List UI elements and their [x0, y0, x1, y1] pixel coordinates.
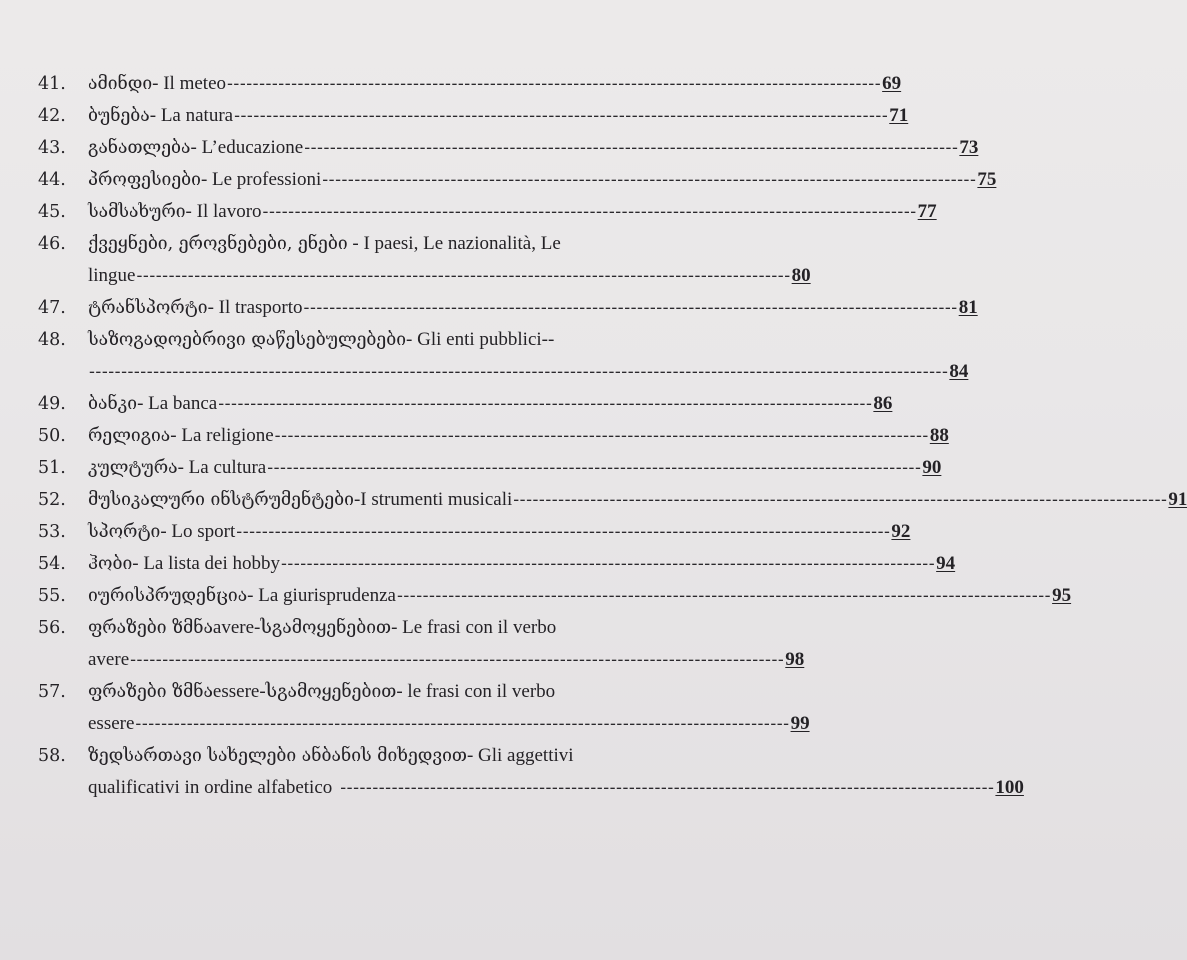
entry-title-it: -I strumenti musicali — [353, 489, 513, 510]
entry-title-it: - La giurisprudenza — [247, 585, 396, 606]
entry-title-continued: avere — [88, 649, 130, 670]
leader-dots: ------------------------------------------------------------------------------------------------------ — [396, 586, 1052, 606]
entry-title-it: - La natura — [149, 105, 234, 126]
entry-title-ka: ჰობი — [88, 554, 133, 574]
entry-title-it: - Il lavoro — [185, 201, 262, 222]
entry-title-it: - Gli enti pubblici-- — [406, 329, 555, 350]
leader-dots: ------------------------------------------------------------------------------------------------------ — [218, 394, 873, 414]
entry-title-it-tail: - le frasi con il verbo — [396, 681, 556, 702]
leader-dots: ------------------------------------------------------------------------------------------------------ — [267, 458, 922, 478]
leader-dots: ------------------------------------------------------------------------------------------------------ — [513, 490, 1168, 510]
entry-number: 54. — [38, 554, 66, 574]
entry-title-ka: რელიგია — [88, 426, 171, 446]
entry-title-ka-suffix: გამოყენებით — [277, 682, 397, 702]
leader-dots: ------------------------------------------------------------------------------------------------------ — [274, 426, 929, 446]
entry-title-it: - Il trasporto — [207, 297, 303, 318]
entry-number: 53. — [38, 522, 66, 542]
entry-title-it: avere-ს — [212, 617, 272, 638]
entry-title-it: - La banca — [137, 393, 218, 414]
leader-dots: ------------------------------------------------------------------------------------------------------ — [227, 74, 882, 94]
page-number[interactable]: 80 — [791, 265, 811, 286]
entry-number: 58. — [38, 746, 66, 766]
leader-dots: -------------------------------------------------------------------------------------------------------------------------------------- — [89, 362, 949, 382]
page-number[interactable]: 69 — [882, 73, 902, 94]
leader-dots: ------------------------------------------------------------------------------------------------------ — [130, 650, 785, 670]
entry-title-it: essere-ს — [212, 681, 278, 702]
leader-dots: ------------------------------------------------------------------------------------------------------ — [340, 778, 995, 798]
page-number[interactable]: 84 — [949, 361, 969, 382]
entry-number: 56. — [38, 618, 66, 638]
entry-title-ka: ზედსართავი სახელები ანბანის მიხედვით — [88, 746, 467, 766]
entry-title-ka: ფრაზები ზმნა — [88, 618, 213, 638]
entry-number: 51. — [38, 458, 66, 478]
page-number[interactable]: 100 — [995, 777, 1024, 798]
page-number[interactable]: 90 — [922, 457, 942, 478]
entry-number: 50. — [38, 426, 66, 446]
entry-title-ka: ფრაზები ზმნა — [88, 682, 213, 702]
page-number[interactable]: 77 — [917, 201, 937, 222]
entry-title-it: - La lista dei hobby — [132, 553, 280, 574]
page-number[interactable]: 88 — [929, 425, 949, 446]
entry-title-continued: essere — [88, 713, 135, 734]
entry-number: 45. — [38, 202, 66, 222]
page-number[interactable]: 75 — [977, 169, 997, 190]
leader-dots: ------------------------------------------------------------------------------------------------------ — [234, 106, 889, 126]
entry-number: 46. — [38, 234, 66, 254]
entry-number: 48. — [38, 330, 66, 350]
page-number[interactable]: 81 — [958, 297, 978, 318]
entry-title-it: - La cultura — [177, 457, 267, 478]
page-number[interactable]: 98 — [785, 649, 805, 670]
entry-title-it: - I paesi, Le nazionalità, Le — [347, 233, 561, 254]
entry-title-ka: კულტურა — [88, 458, 178, 478]
entry-title-it: - La religione — [170, 425, 274, 446]
entry-title-ka: იურისპრუდენცია — [88, 586, 248, 606]
leader-dots: ------------------------------------------------------------------------------------------------------ — [322, 170, 977, 190]
entry-title-ka: ბუნება — [88, 106, 150, 126]
page-number[interactable]: 73 — [959, 137, 979, 158]
entry-title-it: - Lo sport — [160, 521, 236, 542]
entry-number: 44. — [38, 170, 66, 190]
entry-title-ka: სამსახური — [88, 202, 186, 222]
entry-number: 52. — [38, 490, 66, 510]
leader-dots: ------------------------------------------------------------------------------------------------------ — [135, 714, 790, 734]
entry-title-ka: საზოგადოებრივი დაწესებულებები — [88, 330, 407, 350]
entry-title-it: - Il meteo — [152, 73, 226, 94]
entry-title-continued: qualificativi in ordine alfabetico — [88, 777, 333, 798]
entry-number: 57. — [38, 682, 66, 702]
entry-title-ka: ქვეყნები, ეროვნებები, ენები — [88, 234, 348, 254]
entry-title-ka: სპორტი — [88, 522, 161, 542]
leader-dots: ------------------------------------------------------------------------------------------------------ — [262, 202, 917, 222]
entry-title-it-tail: - Le frasi con il verbo — [391, 617, 557, 638]
entry-number: 47. — [38, 298, 66, 318]
page-number[interactable]: 71 — [889, 105, 909, 126]
entry-title-it: - Le professioni — [200, 169, 322, 190]
leader-dots: ------------------------------------------------------------------------------------------------------ — [281, 554, 936, 574]
entry-title-ka: მუსიკალური ინსტრუმენტები — [88, 490, 354, 510]
page-number[interactable]: 92 — [891, 521, 911, 542]
entry-title-ka: ტრანსპორტი — [88, 298, 208, 318]
entry-title-ka: პროფესიები — [88, 170, 201, 190]
entry-title-ka-suffix: გამოყენებით — [271, 618, 392, 638]
entry-number: 49. — [38, 394, 66, 414]
page-number[interactable]: 94 — [936, 553, 956, 574]
page-number[interactable]: 99 — [790, 713, 810, 734]
entry-title-ka: განათლება — [88, 138, 191, 158]
page-number[interactable]: 91 — [1168, 489, 1187, 510]
entry-number: 42. — [38, 106, 66, 126]
entry-title-it: - Gli aggettivi — [466, 745, 574, 766]
leader-dots: ------------------------------------------------------------------------------------------------------ — [236, 522, 891, 542]
leader-dots: ------------------------------------------------------------------------------------------------------ — [304, 138, 959, 158]
page-number[interactable]: 86 — [873, 393, 893, 414]
entry-title-ka: ბანკი — [88, 394, 138, 414]
entry-title-ka: ამინდი — [88, 74, 153, 94]
leader-dots: ------------------------------------------------------------------------------------------------------ — [303, 298, 958, 318]
leader-dots: ------------------------------------------------------------------------------------------------------ — [136, 266, 791, 286]
entry-title-continued: lingue — [88, 265, 136, 286]
entry-number: 41. — [38, 74, 66, 94]
page-number[interactable]: 95 — [1052, 585, 1072, 606]
entry-number: 43. — [38, 138, 66, 158]
entry-title-it: - L’educazione — [190, 137, 304, 158]
entry-number: 55. — [38, 586, 66, 606]
